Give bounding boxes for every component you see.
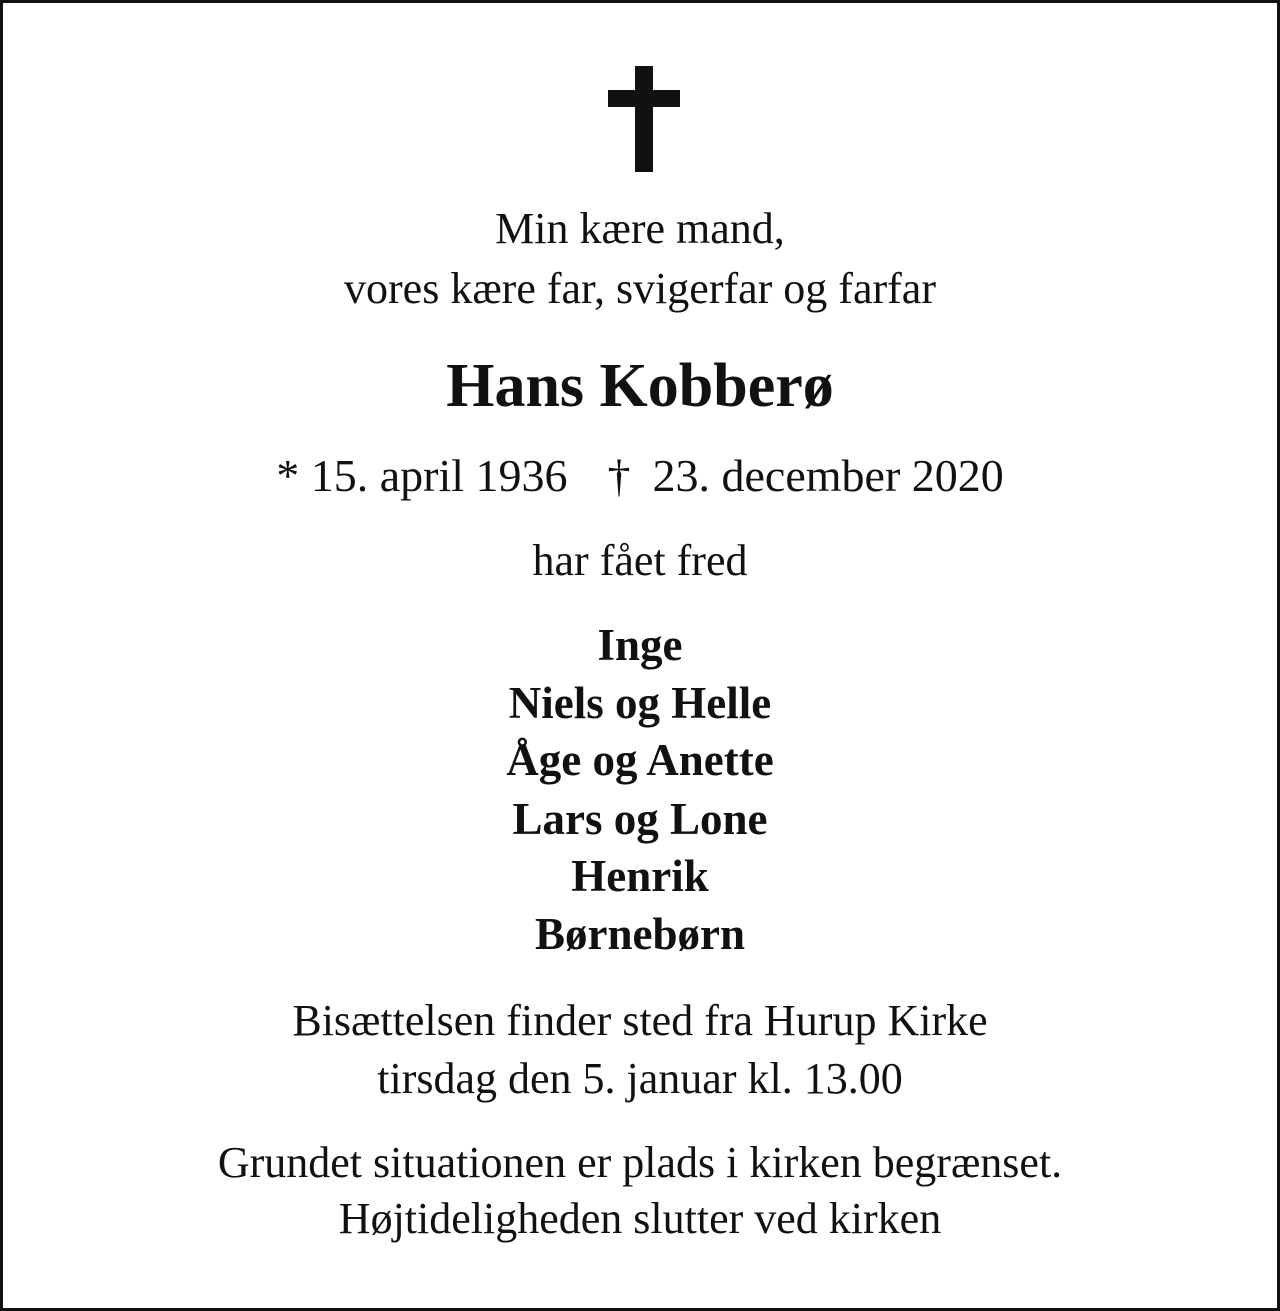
note-line-1: Grundet situationen er plads i kirken begrænset.: [217, 1138, 1063, 1187]
mourner-name: Niels og Helle: [508, 678, 772, 728]
mourner-name: Åge og Anette: [506, 735, 774, 785]
latin-cross-icon: [608, 66, 680, 172]
mourner-name: Inge: [597, 620, 683, 670]
intro-line-2: vores kære far, svigerfar og farfar: [344, 264, 936, 313]
service-line-2: tirsdag den 5. januar kl. 13.00: [377, 1054, 903, 1103]
death-symbol: †: [607, 450, 631, 501]
peace-phrase: har fået fred: [532, 536, 748, 585]
note-line-2: Højtideligheden slutter ved kirken: [338, 1194, 942, 1243]
death-date: 23. december 2020: [652, 450, 1004, 501]
service-line-1: Bisættelsen finder sted fra Hurup Kirke: [292, 996, 988, 1045]
deceased-name: Hans Kobberø: [446, 352, 834, 420]
mourner-name: Henrik: [571, 851, 709, 901]
birth-date: * 15. april 1936: [276, 450, 568, 501]
intro-line-1: Min kære mand,: [495, 204, 785, 253]
mourner-name: Lars og Lone: [512, 794, 768, 844]
mourner-name: Børnebørn: [534, 909, 745, 959]
life-dates: [3, 450, 1277, 501]
